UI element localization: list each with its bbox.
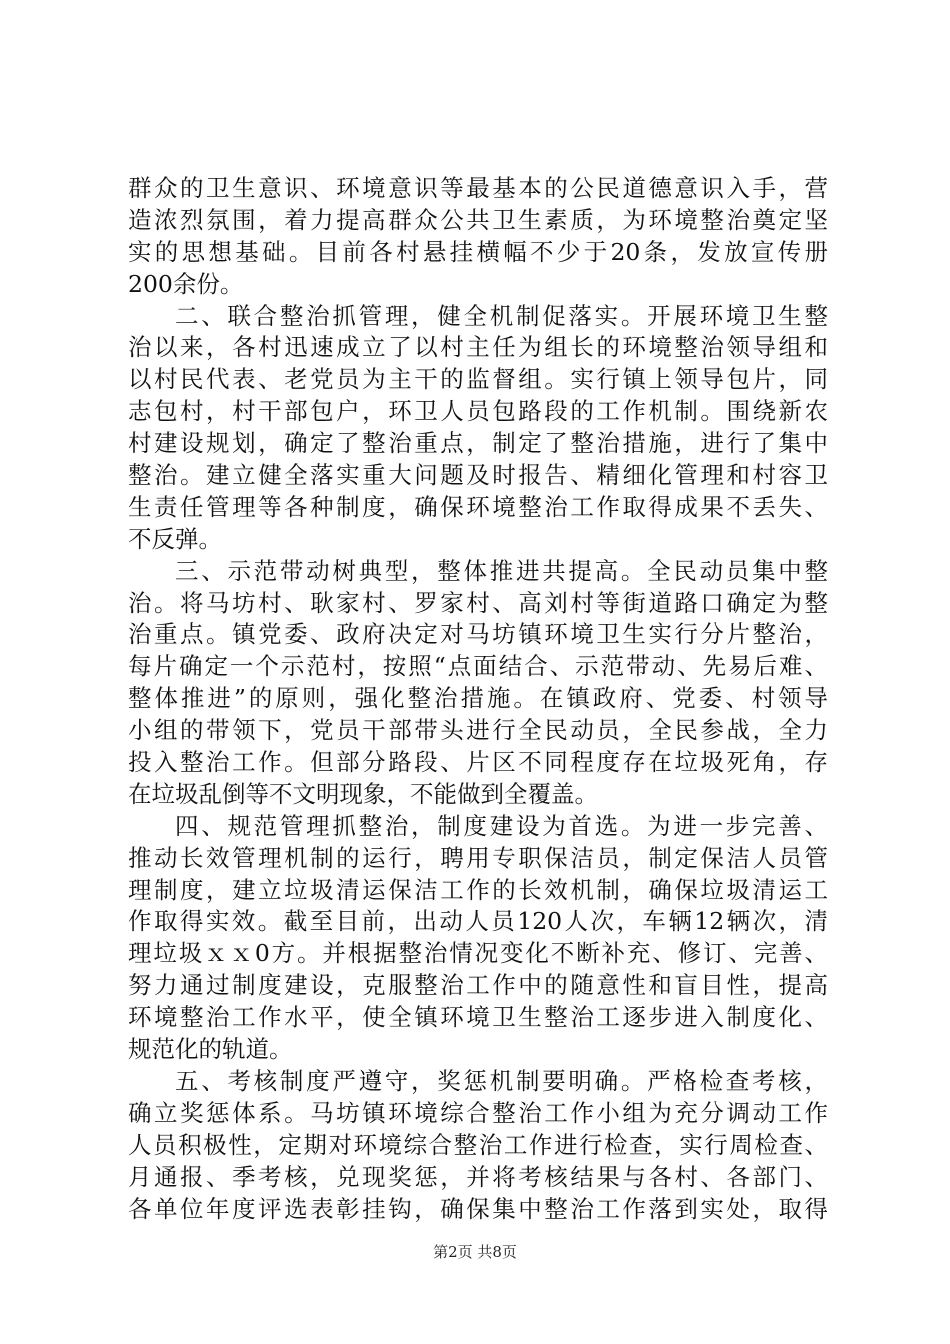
text-line: 志包村，村干部包户，环卫人员包路段的工作机制。围绕新农 xyxy=(128,397,828,426)
document-body xyxy=(128,173,828,1225)
text-line: 造浓烈氛围，着力提高群众公共卫生素质，为环境整治奠定坚 xyxy=(128,205,828,234)
text-line: 理垃圾ｘｘ0方。并根据整治情况变化不断补充、修订、完善、 xyxy=(128,939,828,968)
text-line: 在垃圾乱倒等不文明现象，不能做到全覆盖。 xyxy=(128,779,598,808)
text-line: 治以来，各村迅速成立了以村主任为组长的环境整治领导组和 xyxy=(128,333,828,362)
text-line: 规范化的轨道。 xyxy=(128,1035,293,1064)
text-line: 治重点。镇党委、政府决定对马坊镇环境卫生实行分片整治， xyxy=(128,620,828,649)
paragraph-first-line: 三、示范带动树典型，整体推进共提高。全民动员集中整 xyxy=(175,556,828,585)
text-line: 每片确定一个示范村，按照“点面结合、示范带动、先易后难、 xyxy=(128,652,828,681)
paragraph-first-line: 四、规范管理抓整治，制度建设为首选。为进一步完善、 xyxy=(175,811,828,840)
text-line: 月通报、季考核，兑现奖惩，并将考核结果与各村、各部门、 xyxy=(128,1162,828,1191)
text-line: 整治。建立健全落实重大问题及时报告、精细化管理和村容卫 xyxy=(128,461,828,490)
text-line: 理制度，建立垃圾清运保洁工作的长效机制，确保垃圾清运工 xyxy=(128,875,828,904)
text-line: 人员积极性，定期对环境综合整治工作进行检查，实行周检查、 xyxy=(128,1130,828,1159)
text-line: 各单位年度评选表彰挂钩，确保集中整治工作落到实处，取得 xyxy=(128,1194,828,1223)
text-line: 推动长效管理机制的运行，聘用专职保洁员，制定保洁人员管 xyxy=(128,843,828,872)
text-line: 作取得实效。截至目前，出动人员120人次，车辆12辆次，清 xyxy=(128,907,828,936)
text-line: 治。将马坊村、耿家村、罗家村、高刘村等街道路口确定为整 xyxy=(128,588,828,617)
text-line: 不反弹。 xyxy=(128,524,222,553)
text-line: 环境整治工作水平，使全镇环境卫生整治工逐步进入制度化、 xyxy=(128,1003,828,1032)
paragraph-first-line: 五、考核制度严遵守，奖惩机制要明确。严格检查考核， xyxy=(175,1066,828,1095)
text-line: 生责任管理等各种制度，确保环境整治工作取得成果不丢失、 xyxy=(128,492,828,521)
page-number-footer: 第2页 共8页 xyxy=(433,1243,517,1261)
text-line: 整体推进”的原则，强化整治措施。在镇政府、党委、村领导 xyxy=(128,684,828,713)
text-line: 群众的卫生意识、环境意识等最基本的公民道德意识入手，营 xyxy=(128,174,828,202)
text-line: 确立奖惩体系。马坊镇环境综合整治工作小组为充分调动工作 xyxy=(128,1098,828,1127)
text-line: 村建设规划，确定了整治重点，制定了整治措施，进行了集中 xyxy=(128,429,828,458)
text-line: 以村民代表、老党员为主干的监督组。实行镇上领导包片，同 xyxy=(128,365,828,394)
paragraph-first-line: 二、联合整治抓管理，健全机制促落实。开展环境卫生整 xyxy=(175,301,828,330)
text-line: 努力通过制度建设，克服整治工作中的随意性和盲目性，提高 xyxy=(128,971,828,1000)
text-line: 实的思想基础。目前各村悬挂横幅不少于20条，发放宣传册 xyxy=(128,237,828,266)
text-line: 投入整治工作。但部分路段、片区不同程度存在垃圾死角，存 xyxy=(128,748,828,777)
text-line: 200余份。 xyxy=(128,269,244,298)
text-line: 小组的带领下，党员干部带头进行全民动员，全民参战，全力 xyxy=(128,716,828,745)
